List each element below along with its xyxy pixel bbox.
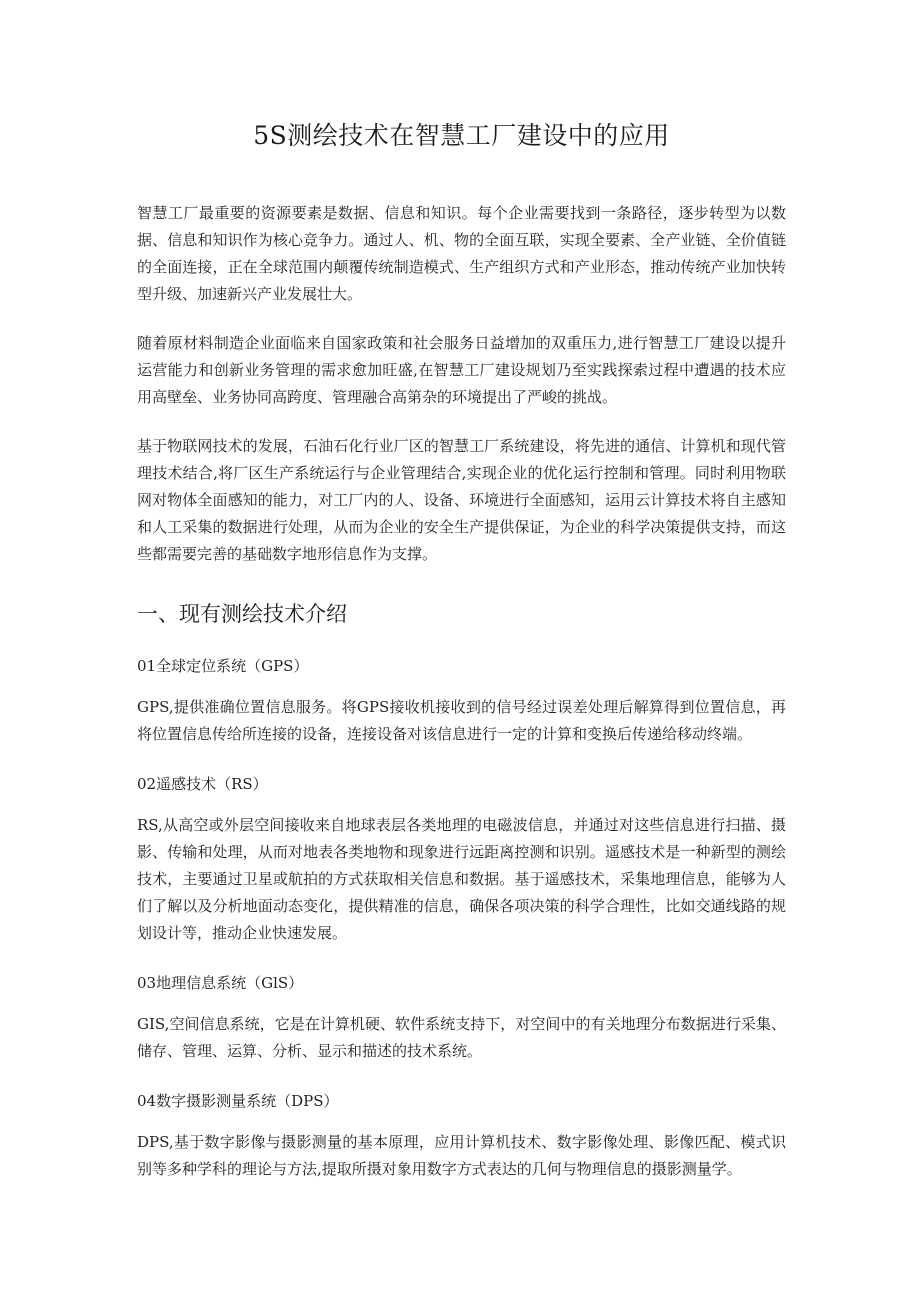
document-title: 5S测绘技术在智慧工厂建设中的应用 (253, 121, 670, 150)
subsection-heading-dps: 04数字摄影测量系统（DPS） (137, 1092, 339, 1110)
subsection-heading-rs: 02遥感技术（RS） (137, 775, 268, 793)
subsection-body-dps: DPS,基于数字影像与摄影测量的基本原理，应用计算机技术、数字影像处理、影像匹配、模式识别等多种学科的理论与方法,提取所摄对象用数字方式表达的几何与物理信息的摄影测量学。 (137, 1133, 786, 1178)
intro-paragraph-3: 基于物联网技术的发展，石油石化行业厂区的智慧工厂系统建设，将先进的通信、计算机和现代管理技术结合,将厂区生产系统运行与企业管理结合,实现企业的优化运行控制和管理。同时利用物联网对物体全面感知的能力，对工厂内的人、设备、环境进行全面感知，运用云计算技术将自主感知和人工采集的数据进行处理，从而为企业的安全生产提供保证，为企业的科学决策提供支持，而这些都需要完善的基础数字地形信息作为支撑。 (137, 437, 786, 563)
subsection-body-gis: GIS,空间信息系统，它是在计算机硬、软件系统支持下，对空间中的有关地理分布数据进行采集、储存、管理、运算、分析、显示和描述的技术系统。 (137, 1015, 786, 1060)
subsection-heading-gis: 03地理信息系统（GlS） (137, 974, 304, 992)
subsection-heading-gps: 01全球定位系统（GPS） (137, 657, 309, 675)
intro-paragraph-2: 随着原材料制造企业面临来自国家政策和社会服务日益增加的双重压力,进行智慧工厂建设以提升运营能力和创新业务管理的需求愈加旺盛,在智慧工厂建设规划乃至实践探索过程中遭遇的技术应用高壁垒、业务协同高跨度、管理融合高第杂的环境提出了严峻的挑战。 (137, 334, 786, 406)
subsection-body-rs: RS,从高空或外层空间接收来自地球表层各类地理的电磁波信息，并通过对这些信息进行扫描、摄影、传输和处理，从而对地表各类地物和现象进行远距离控测和识别。遥感技术是一种新型的测绘技术，主要通过卫星或航拍的方式获取相关信息和数据。基于遥感技术，采集地理信息，能够为人们了解以及分析地面动态变化，提供精准的信息，确保各项决策的科学合理性，比如交通线路的规划设计等，推动企业快速发展。 (137, 816, 786, 942)
subsection-body-gps: GPS,提供准确位置信息服务。将GPS接收机接收到的信号经过误差处理后解算得到位置信息，再将位置信息传给所连接的设备，连接设备对该信息进行一定的计算和变换后传递给移动终端。 (137, 698, 786, 743)
intro-paragraph-1: 智慧工厂最重要的资源要素是数据、信息和知识。每个企业需要找到一条路径，逐步转型为以数据、信息和知识作为核心竞争力。通过人、机、物的全面互联，实现全要素、全产业链、全价值链的全面连接，正在全球范围内颠覆传统制造模式、生产组织方式和产业形态，推动传统产业加快转型升级、加速新兴产业发展壮大。 (137, 204, 786, 303)
section-heading: 一、现有测绘技术介绍 (137, 602, 347, 626)
